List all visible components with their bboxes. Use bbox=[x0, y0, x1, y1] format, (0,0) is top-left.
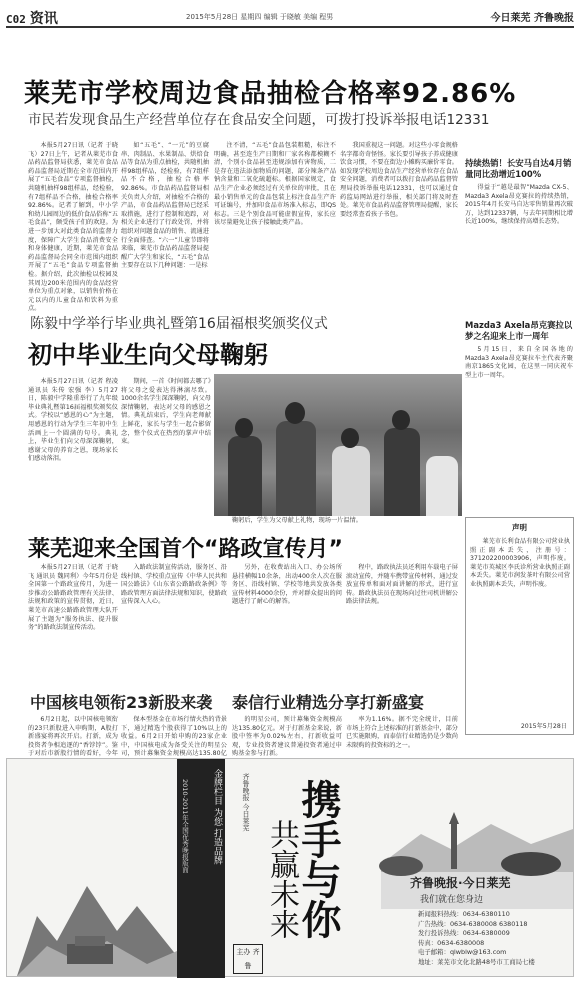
graduation-body-col1: 本报5月27日讯（记者 程凌 通讯员 朱传 宏强 李）5月27日，陈毅中学隆重举行了九年级毕业典礼暨第16届福根奖颁奖仪式。学校以“感恩的心”为主题，用感恩的行动为学生三年初中生活画上一个圆满的句号。典礼上，毕业生们向父母深深鞠躬，感谢父母的养育之恩，现场家长们感动落泪。 bbox=[28, 378, 118, 463]
masthead-brand: 今日莱芜 齐鲁晚报 bbox=[490, 13, 574, 24]
declarations-body: 莱芜市长利食品有限公司营业执照正副本丢失，注册号：371202200003906，声明作废。莱芜市英城区李氏诊所营业执照正副本丢失。莱芜市润发茶叶有限公司营业执照副本丢失，声明作废。 bbox=[470, 538, 570, 588]
ipo-body-col1: 6月2日起，以中国核电领衔的23只新股进入申购期，A股打新盛宴将再次开启。打新，成为投资者争相追逐的“香饽饽”。鉴于对后市新股行情的看好，今年 bbox=[28, 716, 118, 758]
calligraphy-line1: 携手与你 bbox=[295, 779, 342, 939]
declarations-box bbox=[465, 517, 574, 735]
fund-body-col2: 率为1.16%。据不完全统计，目前市场上符合上述标准的打新基金中，部分已实施限购，而泰信行业精选仍是少数尚未限购的投资标的之一。 bbox=[346, 716, 458, 749]
road-headline: 莱芜迎来全国首个“路政宣传月” bbox=[28, 537, 343, 562]
contact-line: 地址：莱芜市文化北路48号市工商局七楼 bbox=[418, 957, 535, 966]
page-code: C02 bbox=[6, 13, 26, 26]
contact-line: 广告热线：0634-6380008 6380118 bbox=[418, 919, 528, 928]
ad-stamp: 主办 齐鲁 bbox=[233, 944, 263, 974]
page-header bbox=[6, 6, 574, 28]
lead-subhead: 市民若发现食品生产经营单位存在食品安全问题，可拨打投诉举报电话12331 bbox=[28, 112, 490, 128]
graduation-kicker: 陈毅中学举行毕业典礼暨第16届福根奖颁奖仪式 bbox=[30, 316, 328, 332]
contact-line: 电子邮箱：qlwblw@163.com bbox=[418, 948, 507, 956]
right-story2-body: 5月15日，来自全国各地的Mazda3 Axela昂克赛拉车主代表齐聚南京1865文化园，在这里一同庆祝车型上市一周年。 bbox=[465, 346, 573, 379]
lead-headline: 莱芜市学校周边食品抽检合格率92.86% bbox=[24, 79, 517, 109]
road-body-col1: 本报5月27日讯（记者 于晓飞 通讯员 魏同利）今年5月份是全国第一个路政宣传月，为进一步推动公路路政管理有关法律、法规和政策的宣传贯彻，近日，莱芜市高速公路路政管理大队开展了主题为“服务执法、提升服务”的路政法制宣传活动。 bbox=[28, 564, 118, 632]
photo-caption: 鞠躬后，学生为父母献上礼物，现场一片温情。 bbox=[232, 517, 362, 524]
ribbon-sub-text: 2010-2011年全国优秀晚报版面 bbox=[181, 779, 189, 873]
section-label bbox=[6, 8, 58, 28]
fund-headline: 泰信行业精选分享打新盛宴 bbox=[232, 693, 425, 712]
right-story2-headline: Mazda3 Axela昂克赛拉以梦之名迎来上市一周年 bbox=[465, 320, 573, 341]
ipo-headline: 中国核电领衔23新股来袭 bbox=[30, 693, 213, 712]
date-line: 2015年5月28日 星期四 编辑 于晓敏 美编 程男 bbox=[186, 13, 334, 21]
lead-body-col3: 注不清，“五毛”食品包装粗糙，标注不明确，甚至连生产日期和厂家名称都模糊不清，个别小食品甚至违规添加有害物质，二是存在违法添加物质的问题，部分辣条产品钠含量和二氧化硫超标。根据国家规定，食品生产企业必须经过有关单位的审批，且在最小销售单元的食品包装上标注食品生产许可证编号，并加印食品市场准入标志，即QS标志。三是个别食品可能虚假宣传，家长应该尽量避免让孩子接触此类产品。 bbox=[214, 142, 336, 227]
mountain-illustration bbox=[17, 846, 177, 976]
declarations-title: 声明 bbox=[512, 523, 527, 532]
ad-contacts bbox=[418, 910, 535, 967]
ad-slogan: 我们就在您身边 bbox=[420, 895, 484, 905]
graduation-body-col2: 期间，一首《时间都去哪了》将父母之爱表达得淋漓尽致。1000余名学生深深鞠躬，向父母深情鞠躬，表达对父母的感恩之情。典礼结束后，学生向老师献上鲜花，家长与学生一起合影留念，整个仪式在热烈的掌声中结束。 bbox=[121, 378, 211, 446]
road-body-col4: 程中，路政执法员还利用车载电子屏滚动宣传，并随车携带宣传材料，通过发放宣传单和面对面讲解的形式，进行宣传。路政执法员在现场向过往司机讲解公路法律法规。 bbox=[346, 564, 458, 606]
lead-body-col4: 我国重视这一问题。对这些小零食规格名字都奇奇怪怪。家长要引导孩子养成健康饮食习惯，不要在街边小摊购买廉价零食。如发现学校周边食品生产经营单位存在食品安全问题，消费者可以拨打食品药品监督管理局投诉举报电话12331，也可以通过食药监局网站进行举报，相关部门将及时查处。莱芜市食品药品监督管理局提醒，家长要经常查看孩子书包。 bbox=[340, 142, 458, 218]
lead-body-col1: 本报5月27日讯（记者 于晓飞）27日上午，记者从莱芜市食品药品监督局获悉，莱芜市食品药品监督局近期在全市范围内开展了“五毛食品”专项监督抽检，共随机抽样98组样品，经检验，有7组样品不合格，抽检合格率92.86%。记者了解到，中小学和幼儿园周边的低价食品俗称“五毛食品”，颇受孩子们的欢迎。为进一步加大对此类食品的监督力度，保障广大学生食品消费安全和身体健康，近期，莱芜市食品药品监督局会同全市范围内组织开展了“五毛”食品专项监督抽检。据介绍，此次抽检以校园及其周边200米范围内的食品经营单位为重点对象，以销售价格在元以内的儿童食品和饮料为重点。 bbox=[28, 142, 118, 313]
road-body-col3: 另外，在收费站出入口、办公场所悬挂横幅10余条，出动400余人次在服务区、沿线村镇、学校等地共发放各类宣传材料4000余份，并对群众提出的问题进行了耐心的解答。 bbox=[232, 564, 342, 606]
road-body-col2: 入路政法制宣传活动，服务区、沿线村镇、学校重点宣传《中华人民共和国公路法》《山东省公路路政条例》等路政管理方面法律法规和知识，使路政宣传深入人心。 bbox=[121, 564, 227, 606]
section-name: 资讯 bbox=[29, 11, 58, 27]
declarations-date: 2015年5月28日 bbox=[520, 723, 567, 730]
right-story1-headline: 持续热销！长安马自达4月销量同比劲增近100% bbox=[465, 158, 572, 179]
lead-body-col2: 如“五毛”、“一元”的豆腐串、肉制品、水果制品、烘焙食品等食品为重点抽检，共随机抽样98组样品，经检验，有7组样品不合格，抽检合格率92.86%。市食品药品监督局相关负责人介绍，对抽检不合格的产品，市食品药品监督局已经采取措施，进行了控制和追踪，对相关企业进行了行政处罚，并将组织对问题食品的销售、流通进行全面排查。“六一”儿童节即将来临，莱芜市食品药品监督局提醒广大学生和家长，“五毛”食品主要存在以下几种问题：一是标 bbox=[121, 142, 209, 270]
contact-line: 新闻报料热线：0634-6380110 bbox=[418, 910, 510, 918]
ad-brand: 齐鲁晚报·今日莱芜 bbox=[410, 876, 511, 890]
contact-line: 传真：0634-6380008 bbox=[418, 938, 485, 947]
ad-kicker: 齐鲁晚报 今日莱芜 bbox=[242, 773, 250, 832]
ribbon-main-text: 金牌栏目 为您 打造品牌 bbox=[212, 769, 222, 865]
calligraphy-line2: 共赢未来 bbox=[264, 819, 299, 939]
contact-line: 发行投诉热线：0634-6380009 bbox=[418, 929, 510, 937]
fund-body-col1: 的明星公司，预计募集资金规模高达135.80亿元。对于打新基金来说，新股中签率为0.02%左右，打新收益可观，专业投资者建议普通投资者通过申购基金参与打新。 bbox=[232, 716, 342, 758]
graduation-photo bbox=[214, 374, 462, 516]
graduation-headline: 初中毕业生向父母鞠躬 bbox=[28, 341, 268, 369]
ipo-body-col2: 保本型基金在市场行情火热的背景下，通过精选个股获得了10%以上的收益。6月2日开始申购的23家企业中，中国核电成为备受关注的明星公司，预计募集资金规模高达135.80亿 bbox=[121, 716, 227, 758]
right-story1-body: 得益于“越是最智”Mazda CX-5、Mazda3 Axela昂克赛拉的持续热销，2015年4月长安马自达零售销量再次破万，达到12337辆，与去年同期相比增长近100%，继续保持高增长态势。 bbox=[465, 184, 573, 226]
